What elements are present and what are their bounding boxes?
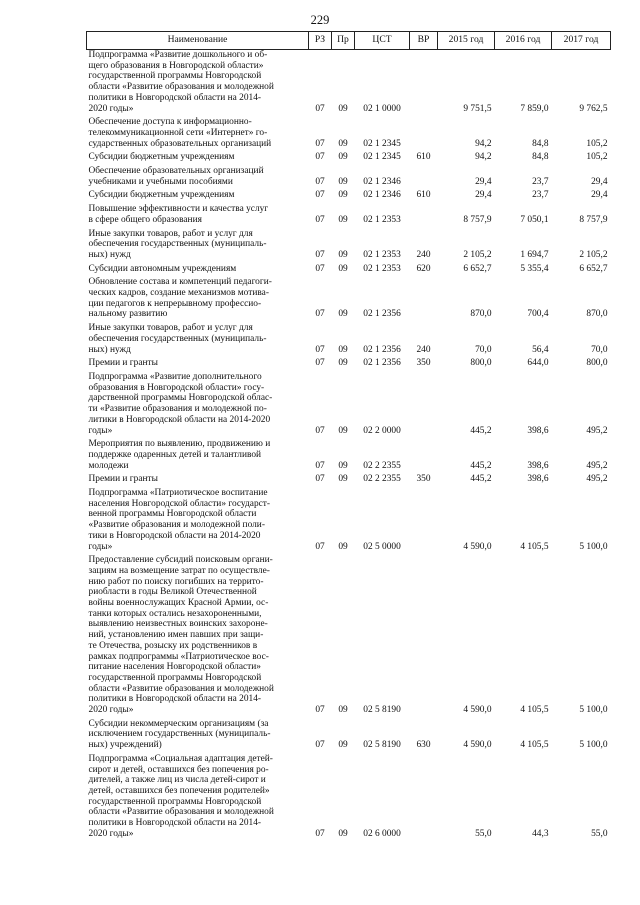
- row-2017: 55,0: [591, 828, 608, 839]
- row-2017: 29,4: [591, 176, 608, 187]
- row-2015: 29,4: [475, 176, 492, 187]
- row-name: Премии и гранты: [88, 474, 158, 485]
- row-cst: 02 1 2356: [363, 358, 401, 369]
- row-vr: 620: [416, 263, 431, 274]
- row-rz: 07: [315, 190, 325, 201]
- table-row: [87, 163, 611, 187]
- row-2017: 9 762,5: [579, 103, 608, 114]
- row-rz: 07: [315, 705, 325, 716]
- row-2017: 8 757,9: [579, 214, 608, 225]
- row-rz: 07: [315, 460, 325, 471]
- row-cst: 02 2 0000: [363, 425, 401, 436]
- row-cst: 02 1 2356: [363, 309, 401, 320]
- page-number: 229: [310, 13, 330, 27]
- col-cst-header: ЦСТ: [355, 32, 410, 50]
- row-cst: 02 1 2353: [363, 249, 401, 260]
- row-2016: 4 105,5: [520, 740, 549, 751]
- row-pr: 09: [338, 152, 348, 163]
- row-cst: 02 5 8190: [363, 705, 401, 716]
- row-2016: 44,3: [532, 828, 549, 839]
- row-2016: 23,7: [532, 190, 549, 201]
- row-vr: 610: [416, 190, 431, 201]
- row-2016: 5 355,4: [520, 263, 549, 274]
- row-rz: 07: [315, 828, 325, 839]
- row-pr: 09: [338, 309, 348, 320]
- row-2015: 4 590,0: [463, 740, 492, 751]
- row-rz: 07: [315, 263, 325, 274]
- row-name: Иные закупки товаров, работ и услуг для обеспечения государственных (муниципаль- ных) нужд: [88, 228, 267, 260]
- row-name: Предоставление субсидий поисковым органи- зациям на возмещение затрат по осуществле- нию работ по поиску погибших на террито- риобласти в годы Великой Отечественной войны военнослужащих Красной Армии, ос- танки которых остались незахороненными, выявлению неизвестных воинских захороне- ний, установлению имен павших при защи- те Отечества, розыску их родственников в рамках подпрограммы «Патриотическое вос- питание населения Новгородской области» государственной программы Новгородской области «Развитие образования и молодежной политики в Новгородской области на 2014- 2020 годы»: [88, 555, 274, 716]
- row-vr: 240: [416, 249, 431, 260]
- row-cst: 02 2 2355: [363, 460, 401, 471]
- row-2017: 105,2: [586, 138, 608, 149]
- row-rz: 07: [315, 541, 325, 552]
- col-name-header: Наименование: [87, 32, 309, 50]
- row-rz: 07: [315, 152, 325, 163]
- row-pr: 09: [338, 828, 348, 839]
- row-pr: 09: [338, 344, 348, 355]
- row-2016: 7 859,0: [520, 103, 549, 114]
- col-vr-header: ВР: [410, 32, 438, 50]
- row-vr: 350: [416, 474, 431, 485]
- row-cst: 02 1 2353: [363, 263, 401, 274]
- row-rz: 07: [315, 138, 325, 149]
- row-vr: [410, 201, 438, 225]
- row-name: Подпрограмма «Развитие дошкольного и об- щего образования в Новгородской области» государственной программы Новгородской области «Развитие образования и молодежной политики в Новгородской области на 2014- 2020 годы»: [88, 50, 274, 114]
- row-2016: 23,7: [532, 176, 549, 187]
- table-row: [87, 187, 611, 201]
- row-2016: 4 105,5: [520, 705, 549, 716]
- row-pr: 09: [338, 214, 348, 225]
- row-cst: 02 1 2345: [363, 152, 401, 163]
- table-row: [87, 226, 611, 261]
- table-row: [87, 716, 611, 751]
- row-rz: 07: [315, 344, 325, 355]
- row-2017: 2 105,2: [579, 249, 608, 260]
- row-name: Подпрограмма «Патриотическое воспитание населения Новгородской области» государст- венной программы Новгородской области «Развитие образования и молодежной поли- тики в Новгородской области на 2014-2020 годы»: [88, 488, 271, 552]
- row-2016: 1 694,7: [520, 249, 549, 260]
- row-2017: 105,2: [586, 152, 608, 163]
- row-pr: 09: [338, 190, 348, 201]
- row-cst: 02 1 2346: [363, 176, 401, 187]
- row-pr: 09: [338, 249, 348, 260]
- row-2016: 398,6: [527, 425, 549, 436]
- row-vr: [410, 485, 438, 552]
- row-pr: 09: [338, 460, 348, 471]
- row-2015: 29,4: [475, 190, 492, 201]
- budget-table: [86, 31, 611, 840]
- row-rz: 07: [315, 176, 325, 187]
- row-cst: 02 1 2346: [363, 190, 401, 201]
- row-vr: [410, 552, 438, 716]
- row-pr: 09: [338, 358, 348, 369]
- row-vr: 240: [416, 344, 431, 355]
- row-cst: 02 6 0000: [363, 828, 401, 839]
- row-pr: 09: [338, 138, 348, 149]
- row-name: Субсидии бюджетным учреждениям: [88, 152, 235, 163]
- table-body: [87, 50, 611, 840]
- table-row: [87, 355, 611, 369]
- row-name: Подпрограмма «Социальная адаптация детей- сирот и детей, оставшихся без попечения ро- дителей, а также лиц из числа детей-сирот и детей, оставшихся без попечения родителей» государственной программы Новгородской области «Развитие образования и молодежной политики в Новгородской области на 2014- 2020 годы»: [88, 753, 274, 839]
- row-2016: 644,0: [527, 358, 549, 369]
- row-2017: 800,0: [586, 358, 608, 369]
- row-2017: 29,4: [591, 190, 608, 201]
- row-2015: 94,2: [475, 152, 492, 163]
- row-vr: [410, 114, 438, 149]
- col-2016-header: 2016 год: [495, 32, 552, 50]
- row-vr: 350: [416, 358, 431, 369]
- row-rz: 07: [315, 309, 325, 320]
- row-2016: 84,8: [532, 152, 549, 163]
- col-rz-header: РЗ: [309, 32, 332, 50]
- table-row: [87, 552, 611, 716]
- row-2015: 94,2: [475, 138, 492, 149]
- row-name: Мероприятия по выявлению, продвижению и поддержке одаренных детей и талантливой молодежи: [88, 439, 271, 471]
- row-2016: 84,8: [532, 138, 549, 149]
- row-pr: 09: [338, 425, 348, 436]
- row-name: Субсидии бюджетным учреждениям: [88, 190, 235, 201]
- row-2015: 6 652,7: [463, 263, 492, 274]
- row-2017: 495,2: [586, 474, 608, 485]
- row-2017: 5 100,0: [579, 740, 608, 751]
- row-name: Повышение эффективности и качества услуг в сфере общего образования: [88, 204, 269, 225]
- row-vr: 610: [416, 152, 431, 163]
- row-2017: 5 100,0: [579, 705, 608, 716]
- row-vr: [410, 436, 438, 471]
- row-cst: 02 2 2355: [363, 474, 401, 485]
- table-row: [87, 201, 611, 225]
- table-row: [87, 471, 611, 485]
- table-row: [87, 485, 611, 552]
- row-2016: 398,6: [527, 460, 549, 471]
- row-cst: 02 5 0000: [363, 541, 401, 552]
- table-row: [87, 274, 611, 320]
- row-name: Подпрограмма «Развитие дополнительного образования в Новгородской области» госу- дарственной программы Новгородской облас- ти «Развитие образования и молодежной по- литики в Новгородской области на 2014-2020 годы»: [88, 371, 273, 436]
- table-row: [87, 751, 611, 840]
- row-pr: 09: [338, 474, 348, 485]
- row-rz: 07: [315, 103, 325, 114]
- row-2015: 445,2: [470, 474, 492, 485]
- row-rz: 07: [315, 740, 325, 751]
- row-vr: 630: [416, 740, 431, 751]
- row-2015: 870,0: [470, 309, 492, 320]
- row-cst: 02 1 2356: [363, 344, 401, 355]
- row-2017: 6 652,7: [579, 263, 608, 274]
- row-rz: 07: [315, 249, 325, 260]
- row-name: Обновление состава и компетенций педагоги- ческих кадров, создание механизмов мотива- ции педагогов к непрерывному профессио- нальному развитию: [88, 277, 272, 320]
- row-2015: 445,2: [470, 460, 492, 471]
- row-cst: 02 1 0000: [363, 103, 401, 114]
- row-2017: 495,2: [586, 460, 608, 471]
- row-rz: 07: [315, 214, 325, 225]
- row-2015: 70,0: [475, 344, 492, 355]
- table-row: [87, 50, 611, 115]
- row-2015: 2 105,2: [463, 249, 492, 260]
- table-row: [87, 114, 611, 149]
- row-2017: 495,2: [586, 425, 608, 436]
- row-2015: 55,0: [475, 828, 492, 839]
- row-cst: 02 5 8190: [363, 740, 401, 751]
- row-rz: 07: [315, 358, 325, 369]
- row-cst: 02 1 2353: [363, 214, 401, 225]
- row-2015: 4 590,0: [463, 541, 492, 552]
- col-2015-header: 2015 год: [438, 32, 495, 50]
- row-name: Субсидии некоммерческим организациям (за исключением государственных (муниципаль- ных) учреждений): [88, 718, 271, 751]
- table-row: [87, 436, 611, 471]
- row-name: Обеспечение образовательных организаций учебниками и учебными пособиями: [88, 166, 264, 187]
- row-2017: 5 100,0: [579, 541, 608, 552]
- row-vr: [410, 163, 438, 187]
- row-pr: 09: [338, 103, 348, 114]
- row-name: Иные закупки товаров, работ и услуг для обеспечения государственных (муниципаль- ных) нужд: [88, 323, 267, 355]
- row-name: Обеспечение доступа к информационно- телекоммуникационной сети «Интернет» го- сударственных образовательных организаций: [88, 117, 272, 149]
- row-pr: 09: [338, 705, 348, 716]
- table-row: [87, 149, 611, 163]
- row-2017: 870,0: [586, 309, 608, 320]
- row-2015: 4 590,0: [463, 705, 492, 716]
- row-2015: 8 757,9: [463, 214, 492, 225]
- row-pr: 09: [338, 263, 348, 274]
- row-rz: 07: [315, 425, 325, 436]
- table-row: [87, 320, 611, 355]
- table-row: [87, 261, 611, 275]
- row-2017: 70,0: [591, 344, 608, 355]
- table-header: [87, 32, 611, 50]
- row-2015: 9 751,5: [463, 103, 492, 114]
- row-pr: 09: [338, 541, 348, 552]
- row-cst: 02 1 2345: [363, 138, 401, 149]
- row-name: Субсидии автономным учреждениям: [88, 263, 237, 274]
- row-2016: 56,4: [532, 344, 549, 355]
- row-2016: 398,6: [527, 474, 549, 485]
- row-2015: 445,2: [470, 425, 492, 436]
- row-vr: [410, 751, 438, 840]
- row-vr: [410, 369, 438, 436]
- row-pr: 09: [338, 740, 348, 751]
- row-2015: 800,0: [470, 358, 492, 369]
- row-pr: 09: [338, 176, 348, 187]
- col-pr-header: Пр: [332, 32, 355, 50]
- col-2017-header: 2017 год: [552, 32, 611, 50]
- row-vr: [410, 50, 438, 115]
- row-name: Премии и гранты: [88, 358, 158, 369]
- row-vr: [410, 274, 438, 320]
- row-2016: 700,4: [527, 309, 549, 320]
- table-row: [87, 369, 611, 436]
- row-2016: 7 050,1: [520, 214, 549, 225]
- row-rz: 07: [315, 474, 325, 485]
- row-2016: 4 105,5: [520, 541, 549, 552]
